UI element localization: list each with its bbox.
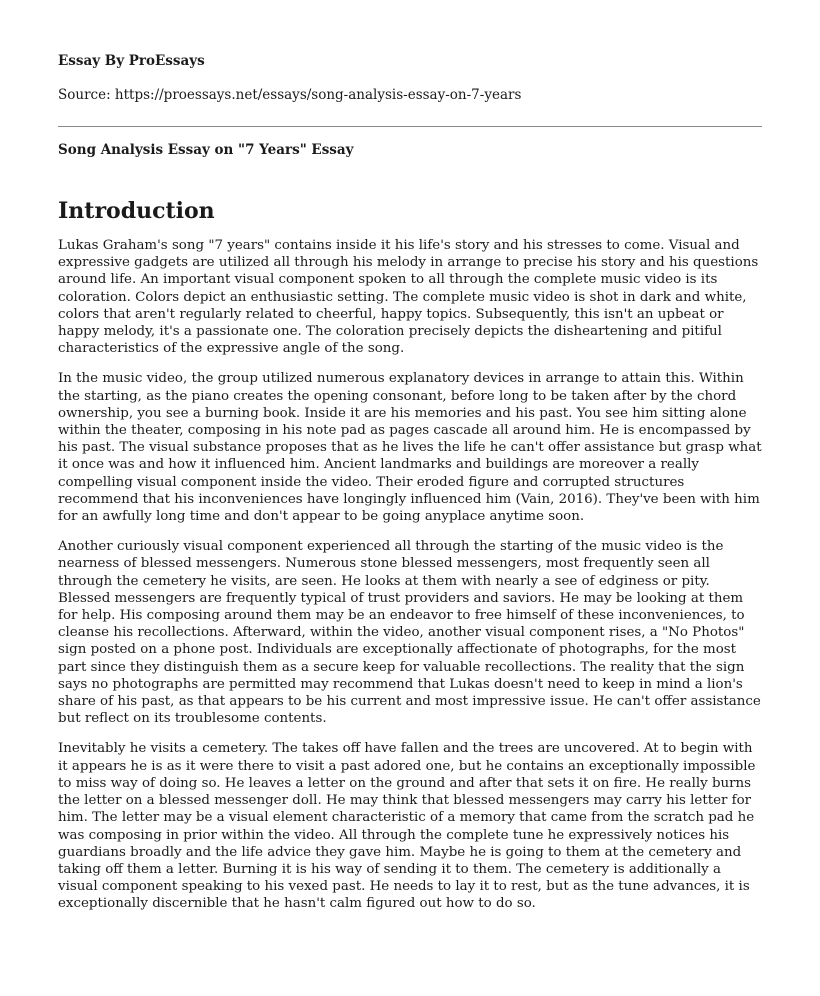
paragraph: Lukas Graham's song "7 years" contains inside it his life's story and his stresses to come. Visual and expressive gadgets are utilized all through his melody in arrange to precise his story and his questions around life. An important visual component spoken to all through the complete music video is its coloration. Colors depict an enthusiastic setting. The complete music video is shot in dark and white, colors that aren't regularly related to cheerful, happy topics. Subsequently, this isn't an upbeat or happy melody, it's a passionate one. The coloration precisely depicts the disheartening and pitiful characteristics of the expressive angle of the song. xyxy=(58,238,759,357)
paragraph: Another curiously visual component experienced all through the starting of the music video is the nearness of blessed messengers. Numerous stone blessed messengers, most frequently seen all through the cemetery he visits, are seen. He looks at them with nearly a see of edginess or pity. Blessed messengers are frequently typical of trust providers and saviors. He may be looking at them for help. His composing around them may be an endeavor to free himself of these inconveniences, to cleanse his recollections. Afterward, within the video, another visual component rises, a "No Photos" sign posted on a phone post. Individuals are exceptionally affectionate of photographs, for the most part since they distinguish them as a secure keep for valuable recollections. The reality that the sign says no photographs are permitted may recommend that Lukas doesn't need to keep in mind a lion's share of his past, as that appears to be his current and most impressive issue. He can't offer assistance but reflect on its troublesome contents. xyxy=(58,539,761,727)
page-header xyxy=(58,0,762,104)
source-line: Source: https://proessays.net/essays/song-analysis-essay-on-7-years xyxy=(58,87,522,103)
essay-title: Song Analysis Essay on "7 Years" Essay xyxy=(58,142,354,158)
essay-body xyxy=(58,237,762,913)
header-divider xyxy=(58,126,762,127)
paragraph: Inevitably he visits a cemetery. The takes off have fallen and the trees are uncovered. At to begin with it appears he is as it were there to visit a past adored one, but he contains an exceptionally impossible to miss way of doing so. He leaves a letter on the ground and after that sets it on fire. He really burns the letter on a blessed messenger doll. He may think that blessed messengers may carry his letter for him. The letter may be a visual element characteristic of a memory that came from the scratch pad he was composing in prior within the video. All through the complete tune he expressively notices his guardians broadly and the life advice they gave him. Maybe he is going to them at the cemetery and taking off them a letter. Burning it is his way of sending it to them. The cemetery is additionally a visual component speaking to his vexed past. He needs to lay it to rest, but as the tune advances, it is exceptionally discernible that he hasn't calm figured out how to do so. xyxy=(58,741,756,912)
section-heading: Introduction xyxy=(58,198,215,224)
site-title: Essay By ProEssays xyxy=(58,53,205,69)
paragraph: In the music video, the group utilized numerous explanatory devices in arrange to attain this. Within the starting, as the piano creates the opening consonant, before long to be taken after by the chord ownership, you see a burning book. Inside it are his memories and his past. You see him sitting alone within the theater, composing in his note pad as pages cascade all around him. He is encompassed by his past. The visual substance proposes that as he lives the life he can't offer assistance but grasp what it once was and how it influenced him. Ancient landmarks and buildings are moreover a really compelling visual component inside the video. Their eroded figure and corrupted structures recommend that his inconveniences have longingly influenced him (Vain, 2016). They've been with him for an awfully long time and don't appear to be going anyplace anytime soon. xyxy=(58,371,762,525)
